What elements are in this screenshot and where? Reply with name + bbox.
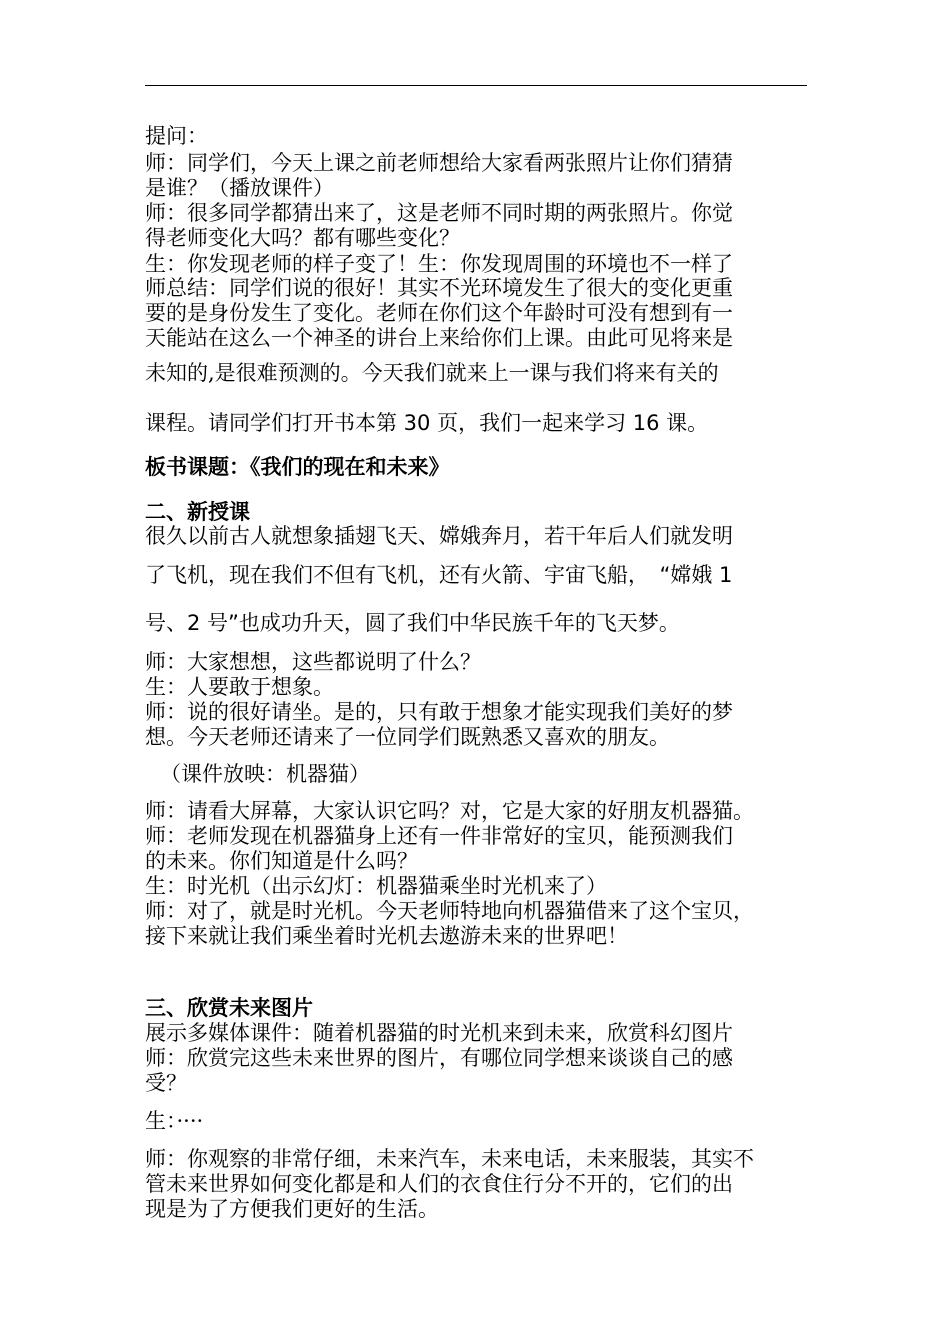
text-line: 生：时光机（出示幻灯：机器猫乘坐时光机来了） (145, 874, 607, 898)
text-line: 的未来。你们知道是什么吗？ (145, 849, 418, 873)
text-line: 天能站在这么一个神圣的讲台上来给你们上课。由此可见将来是 (145, 326, 733, 350)
text-line: 师：同学们，今天上课之前老师想给大家看两张照片让你们猜猜 (145, 151, 733, 175)
section-heading: 三、欣赏未来图片 (145, 995, 313, 1020)
text-line: 师总结：同学们说的很好！其实不光环境发生了很大的变化更重 (145, 276, 733, 300)
text-line: 未知的,是很难预测的。今天我们就来上一课与我们将来有关的 (145, 361, 719, 385)
text-line: 要的是身份发生了变化。老师在你们这个年龄时可没有想到有一 (145, 301, 733, 325)
text-line: 师：说的很好请坐。是的，只有敢于想象才能实现我们美好的梦 (145, 700, 733, 724)
text-line: 师：很多同学都猜出来了，这是老师不同时期的两张照片。你觉 (145, 201, 733, 225)
text-line: 受？ (145, 1071, 187, 1095)
text-line: 师：你观察的非常仔细，未来汽车，未来电话，未来服装，其实不 (145, 1147, 754, 1171)
header-rule (145, 85, 807, 86)
text-line: 生：你发现老师的样子变了！生：你发现周围的环境也不一样了 (145, 252, 733, 276)
text-line: 展示多媒体课件：随着机器猫的时光机来到未来，欣赏科幻图片 (145, 1021, 733, 1045)
text-line: 生：人要敢于想象。 (145, 675, 334, 699)
text-line: （课件放映：机器猫） (160, 762, 370, 786)
text-line: 师：老师发现在机器猫身上还有一件非常好的宝贝，能预测我们 (145, 824, 733, 848)
text-line: 接下来就让我们乘坐着时光机去遨游未来的世界吧！ (145, 924, 628, 948)
text-line: 号、2 号”也成功升天，圆了我们中华民族千年的飞天梦。 (145, 611, 680, 635)
text-line: 很久以前古人就想象插翅飞天、嫦娥奔月，若干年后人们就发明 (145, 524, 733, 548)
section-heading: 板书课题：《我们的现在和未来》 (145, 454, 450, 479)
text-line: 师：对了，就是时光机。今天老师特地向机器猫借来了这个宝贝， (145, 899, 754, 923)
text-line: 师：欣赏完这些未来世界的图片，有哪位同学想来谈谈自己的感 (145, 1046, 733, 1070)
text-line: 现是为了方便我们更好的生活。 (145, 1197, 439, 1221)
text-line: 提问： (145, 124, 208, 148)
text-line: 想。今天老师还请来了一位同学们既熟悉又喜欢的朋友。 (145, 725, 670, 749)
text-line: 课程。请同学们打开书本第 30 页，我们一起来学习 16 课。 (145, 411, 709, 435)
text-line: 是谁？（播放课件） (145, 176, 334, 200)
text-line: 生：···· (145, 1109, 204, 1133)
text-line: 得老师变化大吗？都有哪些变化？ (145, 226, 460, 250)
text-line: 师：大家想想，这些都说明了什么？ (145, 650, 481, 674)
text-line: 管未来世界如何变化都是和人们的衣食住行分不开的，它们的出 (145, 1172, 733, 1196)
section-heading: 二、新授课 (145, 499, 250, 524)
text-line: 师：请看大屏幕，大家认识它吗？对，它是大家的好朋友机器猫。 (145, 799, 754, 823)
text-line: 了飞机，现在我们不但有飞机，还有火箭、宇宙飞船， “嫦娥 1 (145, 563, 733, 587)
